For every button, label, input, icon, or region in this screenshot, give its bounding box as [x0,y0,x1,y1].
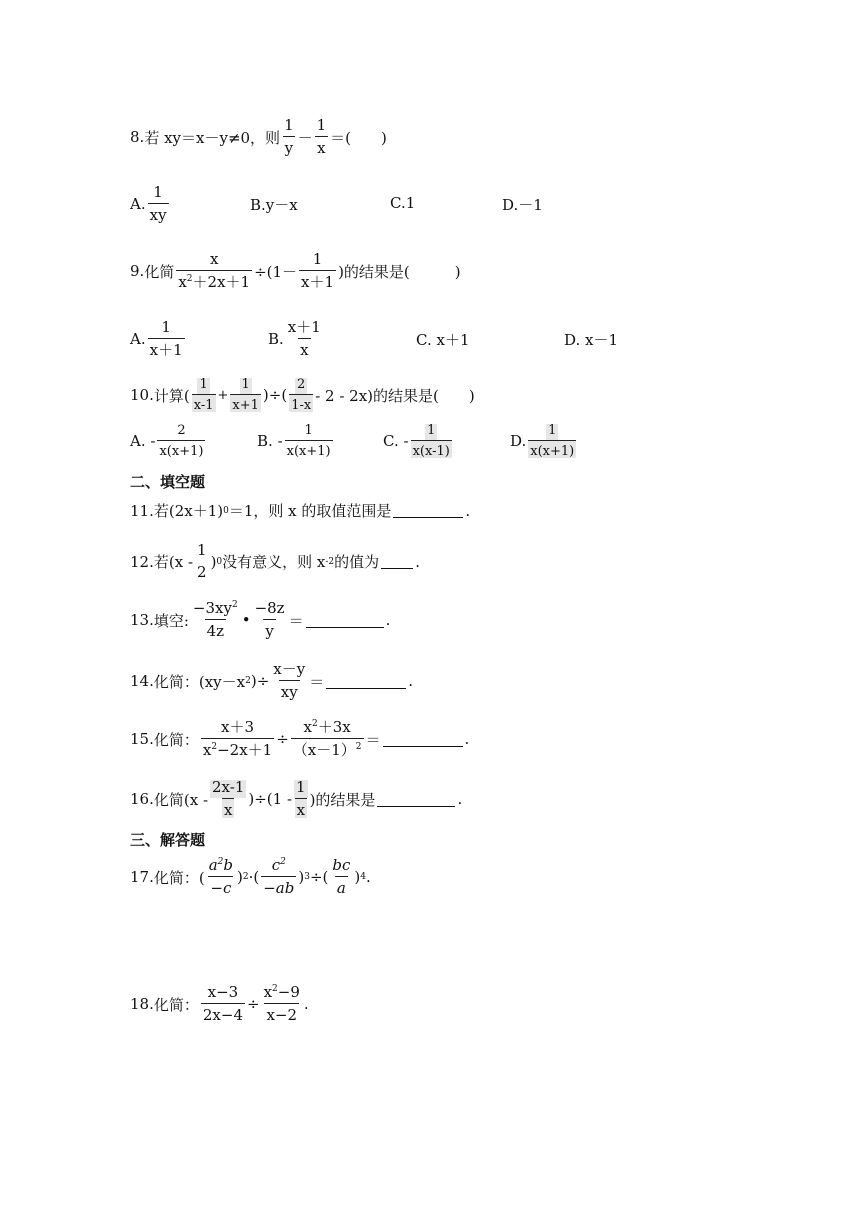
option-b: B. y－x [250,195,298,214]
answer-blank[interactable] [381,554,413,569]
question-15: 15. 化简： $\frac{x+3}{x^2-2x+1}$ ÷ $\frac{x^2+3x}{(x-1)^2}$ ＝ . [130,718,470,759]
option-a: A. $\frac{1}{xy}$ [130,183,167,224]
option-a: A. - $\frac{2}{x(x+1)}$ [130,423,204,459]
option-b: B. - $\frac{1}{x(x+1)}$ [257,423,331,459]
question-number: 10. [130,386,154,404]
question-number: 9. [130,262,145,280]
fraction: $\frac{2}{1-x}$ [291,377,312,413]
fraction: $\frac{1}{x+1}$ [232,377,259,413]
answer-blank[interactable] [306,613,384,628]
option-c: C. x＋1 [416,330,470,349]
option-d: D. $\frac{1}{x(x+1)}$ [510,423,575,459]
question-14: 14. 化简：(xy－x 2 )÷ $\frac{x-y}{xy}$ ＝ . [130,660,413,701]
option-a: A. $\frac{1}{x+1}$ [130,318,183,359]
option-c: C. - $\frac{1}{x(x-1)}$ [383,423,450,459]
question-number: 8. [130,128,145,146]
question-10: 10. 计算( $\frac{1}{x-1}$ + $\frac{1}{x+1}$ )÷( $\frac{2}{1-x}$ - 2 - 2x)的结果是( ) [130,377,475,413]
option-d: D. x－1 [564,330,619,349]
question-17: 17. 化简：( $\frac{a^2b}{-c}$ ) 2 ·( $\frac{c^2}{-ab}$ ) 3 ÷( $\frac{bc}{a}$ ) 4 . [130,856,371,897]
fraction: $\frac{x}{x^2+2x+1}$ [178,250,251,291]
fraction: $\frac{1}{y}$ [284,116,294,157]
answer-blank[interactable] [377,792,455,807]
question-8: 8. 若 xy＝x－y≠0，则 $\frac{1}{y}$ － $\frac{1}{x}$ ＝( ) [130,116,387,157]
option-c: C. 1 [390,194,416,212]
answer-blank[interactable] [393,503,463,518]
fraction: $\frac{1}{x}$ [316,116,327,157]
option-d: D. －1 [502,195,543,214]
question-11: 11. 若(2x＋1) 0 ＝1，则 x 的取值范围是 . [130,501,471,520]
section-heading: 二、填空题 [130,473,206,491]
fraction: $\frac{1}{x-1}$ [193,377,214,413]
option-b: B. $\frac{x+1}{x}$ [268,318,321,359]
fraction: $\frac{1}{x+1}$ [301,250,335,291]
section-heading: 三、解答题 [130,831,206,849]
question-16: 16. 化简(x - $\frac{2x-1}{x}$ )÷(1 - $\frac{1}{x}$ )的结果是 . [130,778,463,819]
answer-blank[interactable] [383,732,463,747]
question-13: 13. 填空: $\frac{-3xy^2}{4z}$ • $\frac{-8z}{y}$ ＝ . [130,599,391,640]
question-9: 9. 化简 $\frac{x}{x^2+2x+1}$ ÷(1－ $\frac{1}{x+1}$ )的结果是( ) [130,250,461,291]
question-12: 12. 若(x - 1 2 ) 0 没有意义，则 x -2 的值为 . [130,541,420,581]
answer-blank[interactable] [326,674,406,689]
question-18: 18. 化简： $\frac{x-3}{2x-4}$ ÷ $\frac{x^2-9}{x-2}$ . [130,983,309,1024]
